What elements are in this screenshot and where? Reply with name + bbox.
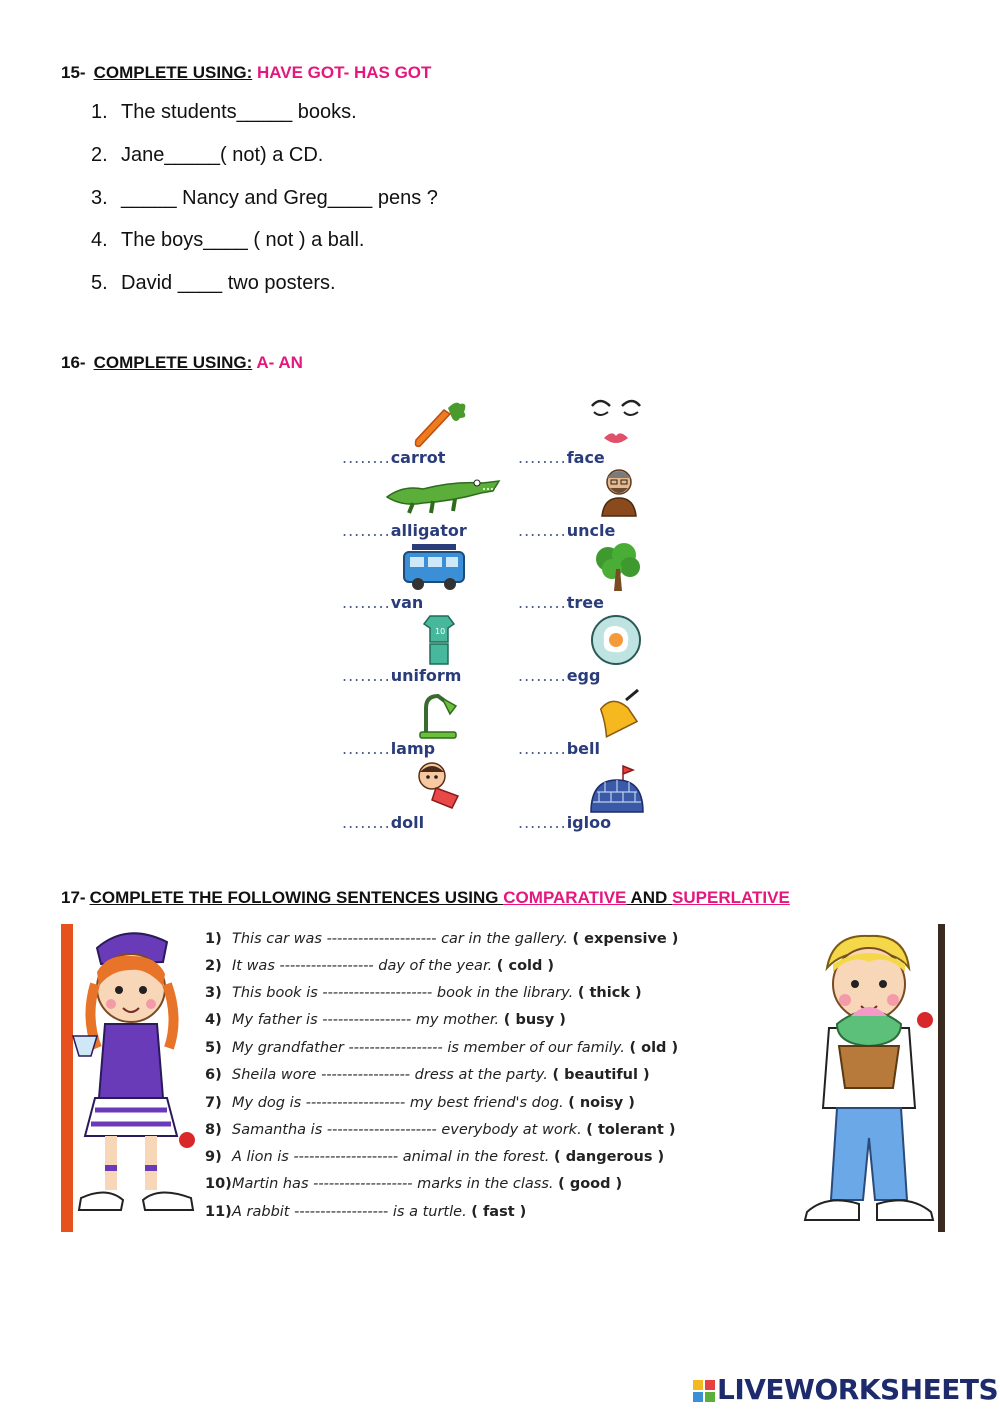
word-label: uniform [390,666,462,685]
svg-text:10: 10 [435,627,446,636]
a-an-item-doll [342,813,424,832]
answer-blank[interactable]: --------------------- [326,1122,437,1138]
row-number: 1) [205,931,222,947]
word-label: doll [390,813,425,832]
exercise-16-heading [61,353,303,373]
blank-dots[interactable]: ........ [518,593,567,612]
word-label: carrot [390,448,446,467]
blank-dots[interactable]: ........ [342,813,391,832]
comparative-superlative-worksheet [61,924,945,1232]
word-label: van [390,593,424,612]
egg-icon [590,614,642,666]
sentence-row [205,1122,676,1138]
face-icon [586,394,646,450]
instruction-comparative: COMPARATIVE [503,888,627,907]
item-number: 4. [91,229,108,251]
a-an-item-igloo [518,813,611,832]
sentence-end: my mother. [415,1012,500,1028]
word-label: igloo [566,813,612,832]
row-number: 8) [205,1122,222,1138]
exercise-15-heading [61,63,431,83]
item-number: 1. [91,101,108,123]
sentence-row [205,1095,635,1111]
sentence-end: marks in the class. [417,1176,554,1192]
sentence-row [205,1176,622,1192]
uncle-icon [598,466,640,518]
sentence-start: My grandfather [232,1040,344,1056]
sentence-row [205,985,642,1001]
adjective-hint: ( thick ) [577,985,642,1001]
answer-blank[interactable]: -------------------- [293,1149,399,1165]
word-label: face [566,448,605,467]
adjective-hint: ( noisy ) [568,1095,635,1111]
answer-blank[interactable]: ----------------- [321,1067,411,1083]
a-an-item-egg [518,666,600,685]
sentence-text: The students_____ books. [121,101,357,123]
sentence-end: is a turtle. [392,1204,467,1220]
blank-dots[interactable]: ........ [342,593,391,612]
sentence-row [205,1012,566,1028]
sentence-start: My father is [232,1012,318,1028]
sentence-item [91,229,364,252]
answer-blank[interactable]: ------------------ [348,1040,443,1056]
sentence-start: This car was [232,931,322,947]
boy-illustration [797,928,939,1230]
a-an-item-lamp [342,739,435,758]
word-label: tree [566,593,604,612]
answer-blank[interactable]: ----------------- [322,1012,412,1028]
blank-dots[interactable]: ........ [342,739,391,758]
sentence-end: everybody at work. [441,1122,582,1138]
tree-icon [590,541,644,595]
exercise-17-heading [61,888,790,908]
sentence-start: Samantha is [232,1122,323,1138]
a-an-item-face [518,448,605,467]
word-label: uncle [566,521,616,540]
sentence-row [205,931,678,947]
word-label: alligator [390,521,467,540]
sentence-end: dress at the party. [414,1067,548,1083]
instruction-superlative: SUPERLATIVE [672,888,790,907]
blank-dots[interactable]: ........ [342,666,391,685]
blank-dots[interactable]: ........ [518,813,567,832]
row-number: 10) [205,1176,232,1192]
sentence-start: It was [232,958,275,974]
alligator-icon [383,467,501,517]
van-icon [400,542,468,594]
adjective-hint: ( beautiful ) [552,1067,650,1083]
row-number: 3) [205,985,222,1001]
sentence-text: Jane_____( not) a CD. [121,144,324,166]
sentence-item [91,272,336,295]
instruction-focus: A- AN [256,353,303,372]
blank-dots[interactable]: ........ [342,448,391,467]
blank-dots[interactable]: ........ [518,448,567,467]
answer-blank[interactable]: ------------------- [313,1176,413,1192]
sentence-row [205,958,554,974]
sentence-start: My dog is [232,1095,302,1111]
exercise-number: 16- [61,353,86,372]
sentence-row [205,1204,526,1220]
row-number: 7) [205,1095,222,1111]
exercise-number: 15- [61,63,86,82]
sentence-item [91,144,323,167]
item-number: 5. [91,272,108,294]
instruction-and: AND [630,888,668,907]
row-number: 4) [205,1012,222,1028]
sentence-text: _____ Nancy and Greg____ pens ? [121,187,438,209]
sentence-start: A lion is [232,1149,289,1165]
item-number: 2. [91,144,108,166]
exercise-number: 17- [61,888,86,907]
adjective-hint: ( expensive ) [572,931,679,947]
sentence-text: David ____ two posters. [121,272,336,294]
row-number: 9) [205,1149,222,1165]
word-label: bell [566,739,600,758]
logo-text: LIVEWORKSHEETS [717,1373,999,1406]
sentence-row [205,1040,678,1056]
carrot-icon [410,396,470,450]
blank-dots[interactable]: ........ [342,521,391,540]
sentence-item [91,187,438,210]
answer-blank[interactable]: --------------------- [326,931,437,947]
answer-blank[interactable]: ------------------ [279,958,374,974]
instruction-label: COMPLETE USING: [93,353,253,372]
sentence-item [91,101,357,124]
answer-blank[interactable]: ------------------ [294,1204,389,1220]
right-border-bar [938,924,945,1232]
a-an-item-uniform [342,666,461,685]
sentence-row [205,1149,664,1165]
adjective-hint: ( tolerant ) [586,1122,676,1138]
a-an-item-alligator [342,521,467,540]
sentence-end: is member of our family. [447,1040,625,1056]
liveworksheets-logo-icon [693,1380,715,1402]
doll-icon [412,760,468,814]
sentence-end: day of the year. [378,958,493,974]
sentence-end: my best friend's dog. [409,1095,564,1111]
instruction-label: COMPLETE THE FOLLOWING SENTENCES USING [89,888,499,907]
bell-icon [590,688,644,740]
row-number: 11) [205,1204,232,1220]
row-number: 6) [205,1067,222,1083]
adjective-hint: ( old ) [629,1040,679,1056]
a-an-item-tree [518,593,604,612]
adjective-hint: ( dangerous ) [554,1149,665,1165]
answer-blank[interactable]: ------------------- [305,1095,406,1111]
sentence-start: Martin has [232,1176,309,1192]
word-label: lamp [390,739,436,758]
row-number: 2) [205,958,222,974]
lamp-icon [416,690,462,740]
a-an-item-van [342,593,423,612]
blank-dots[interactable]: ........ [518,666,567,685]
item-number: 3. [91,187,108,209]
word-label: egg [566,666,601,685]
blank-dots[interactable]: ........ [518,739,567,758]
a-an-item-bell [518,739,600,758]
answer-blank[interactable]: --------------------- [322,985,433,1001]
a-an-item-uncle [518,521,615,540]
instruction-label: COMPLETE USING: [93,63,253,82]
instruction-focus: HAVE GOT- HAS GOT [256,63,432,82]
adjective-hint: ( busy ) [503,1012,566,1028]
igloo-icon [587,762,645,814]
a-an-item-carrot [342,448,445,467]
sentence-start: A rabbit [232,1204,290,1220]
sentence-start: Sheila wore [232,1067,317,1083]
sentence-end: book in the library. [436,985,574,1001]
sentence-row [205,1067,650,1083]
sentence-end: animal in the forest. [402,1149,550,1165]
row-number: 5) [205,1040,222,1056]
adjective-hint: ( good ) [558,1176,623,1192]
blank-dots[interactable]: ........ [518,521,567,540]
sentence-start: This book is [232,985,318,1001]
girl-illustration [67,928,207,1230]
adjective-hint: ( cold ) [496,958,555,974]
uniform-icon [422,614,456,666]
adjective-hint: ( fast ) [471,1204,527,1220]
sentence-end: car in the gallery. [441,931,568,947]
sentence-text: The boys____ ( not ) a ball. [121,229,365,251]
